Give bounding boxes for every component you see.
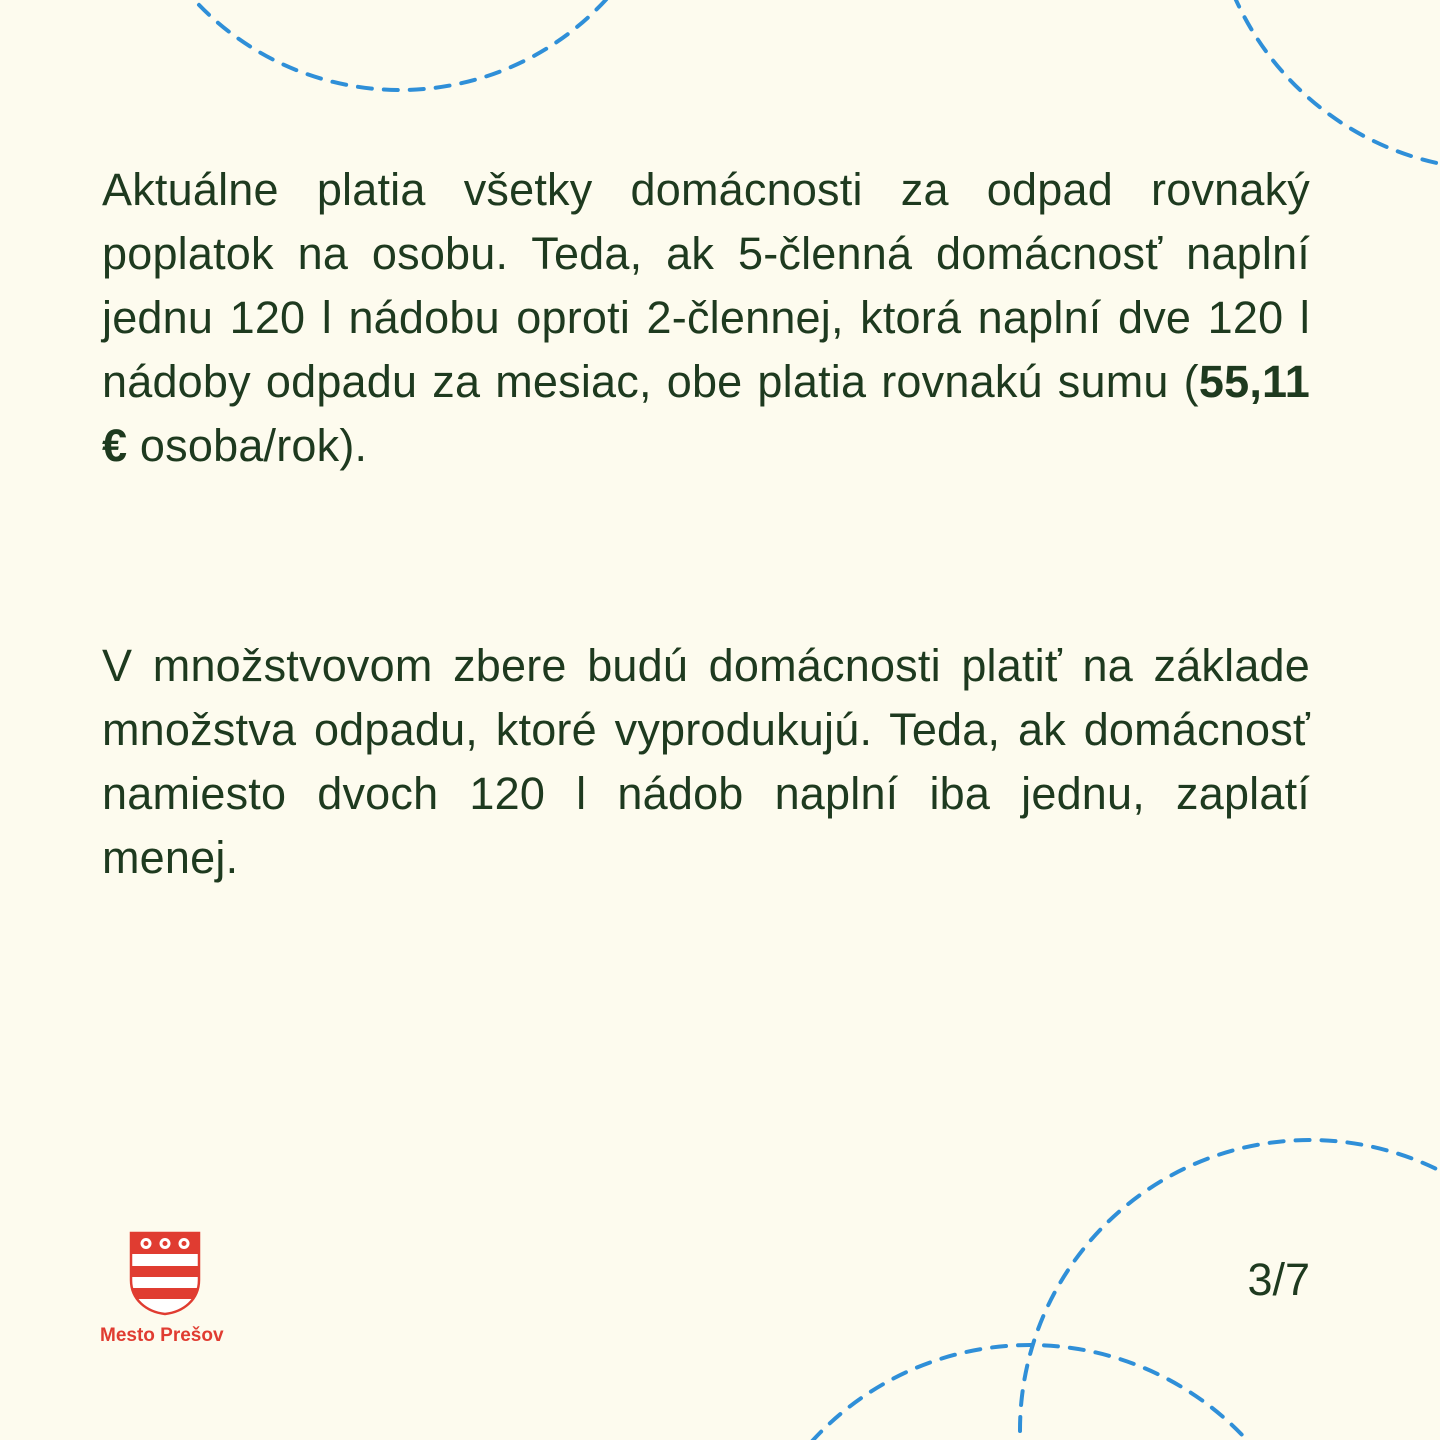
dashed-circle-bottom-center: [735, 1345, 1325, 1440]
fee-amount: 55,11 €: [102, 356, 1310, 471]
dashed-circle-top-left: [120, 0, 680, 90]
paragraph-current-fee: [102, 158, 1310, 478]
paragraph-current-fee-end: osoba/rok).: [127, 420, 368, 471]
dashed-circle-top-right: [1210, 0, 1440, 170]
city-name-label: Mesto Prešov: [100, 1325, 224, 1346]
paragraph-quantity-collection: V množstvovom zbere budú domácnosti platiť na základe množstva odpadu, ktoré vyprodukujú. Teda, ak domácnosť namiesto dvoch 120 l nádob naplní iba jednu, zaplatí menej.: [102, 640, 1310, 883]
paragraph-current-fee-text: Aktuálne platia všetky domácnosti za odpad rovnaký poplatok na osobu. Teda, ak 5-členná domácnosť naplní jednu 120 l nádobu oproti 2-člennej, ktorá naplní dve 120 l nádoby odpadu za mesiac, obe platia rovnakú sumu (: [102, 164, 1310, 407]
dashed-circle-bottom-right: [1020, 1140, 1440, 1440]
city-coat-of-arms-icon: [127, 1230, 203, 1316]
page-indicator: 3/7: [1247, 1254, 1310, 1305]
